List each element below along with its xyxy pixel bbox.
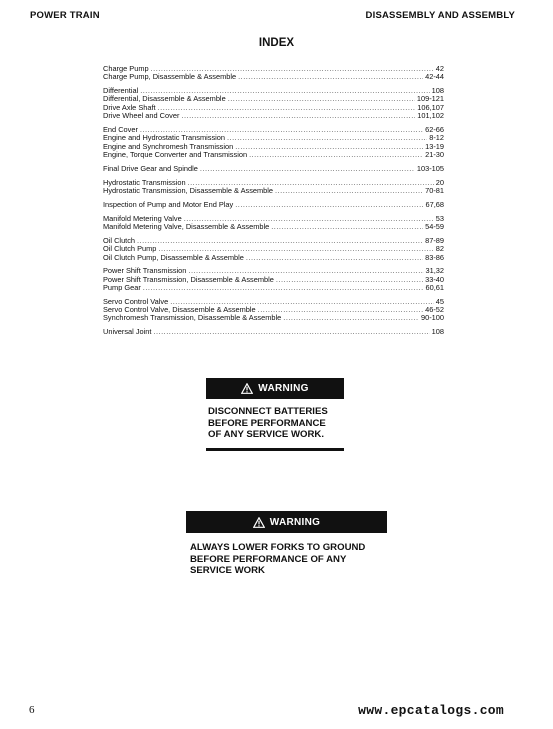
header-section-title: POWER TRAIN bbox=[30, 10, 100, 21]
warning-message bbox=[186, 533, 387, 577]
warning-triangle-icon bbox=[253, 517, 265, 528]
index-entry-page: 82 bbox=[435, 244, 444, 254]
index-entry bbox=[103, 223, 444, 231]
index-entry-title: Final Drive Gear and Spindle bbox=[103, 163, 198, 173]
dot-leader bbox=[283, 314, 419, 322]
index-list bbox=[103, 65, 444, 342]
dot-leader bbox=[271, 223, 423, 231]
warning-header bbox=[206, 378, 344, 399]
index-entry bbox=[103, 254, 444, 262]
dot-leader bbox=[258, 306, 423, 314]
index-entry-page: 31,32 bbox=[425, 266, 444, 276]
warning-box-forks bbox=[186, 511, 387, 577]
dot-leader bbox=[181, 112, 415, 120]
index-entry-title: Manifold Metering Valve bbox=[103, 213, 182, 223]
index-entry-title: Power Shift Transmission, Disassemble & Assemble bbox=[103, 274, 274, 284]
dot-leader bbox=[137, 237, 423, 245]
index-entry-page: 101,102 bbox=[417, 111, 444, 121]
index-entry-title: Power Shift Transmission bbox=[103, 266, 187, 276]
index-entry-title: Charge Pump, Disassemble & Assemble bbox=[103, 72, 237, 82]
dot-leader bbox=[238, 73, 423, 81]
index-group bbox=[103, 201, 444, 209]
page-number: 6 bbox=[29, 704, 35, 716]
warning-header bbox=[186, 511, 387, 533]
index-entry-page: 54-59 bbox=[425, 222, 444, 232]
warning-line: ALWAYS LOWER FORKS TO GROUND bbox=[190, 542, 366, 553]
index-entry bbox=[103, 112, 444, 120]
index-title: INDEX bbox=[258, 37, 295, 49]
index-group bbox=[103, 298, 444, 323]
index-entry-title: Oil Clutch Pump, Disassemble & Assemble bbox=[103, 252, 244, 262]
index-entry-page: 108 bbox=[431, 327, 444, 337]
index-entry-page: 83-86 bbox=[425, 252, 444, 262]
warning-triangle-icon bbox=[241, 383, 253, 394]
index-entry bbox=[103, 165, 444, 173]
index-entry-page: 13-19 bbox=[425, 141, 444, 151]
index-entry-page: 33-40 bbox=[425, 274, 444, 284]
index-entry-page: 109-121 bbox=[416, 94, 444, 104]
index-entry-page: 106,107 bbox=[417, 102, 444, 112]
dot-leader bbox=[228, 95, 415, 103]
index-entry-page: 60,61 bbox=[425, 282, 444, 292]
index-entry-title: Charge Pump bbox=[103, 64, 149, 73]
index-entry bbox=[103, 187, 444, 195]
index-entry-title: Universal Joint bbox=[103, 327, 152, 337]
dot-leader bbox=[200, 165, 415, 173]
footer-website: www.epcatalogs.com bbox=[358, 703, 504, 718]
dot-leader bbox=[158, 104, 416, 112]
index-entry-page: 62-66 bbox=[425, 124, 444, 134]
index-entry-title: Differential bbox=[103, 86, 139, 96]
warning-line: OF ANY SERVICE WORK. bbox=[208, 429, 325, 440]
index-entry-page: 42-44 bbox=[425, 72, 444, 82]
dot-leader bbox=[246, 254, 423, 262]
index-entry-page: 45 bbox=[435, 296, 444, 306]
index-group bbox=[103, 87, 444, 120]
index-entry-title: Drive Axle Shaft bbox=[103, 102, 156, 112]
index-entry-title: Engine and Synchromesh Transmission bbox=[103, 141, 234, 151]
dot-leader bbox=[275, 187, 423, 195]
index-entry-title: Inspection of Pump and Motor End Play bbox=[103, 199, 234, 209]
index-entry bbox=[103, 314, 444, 322]
index-entry-title: End Cover bbox=[103, 124, 138, 134]
index-entry-title: Engine, Torque Converter and Transmission bbox=[103, 149, 248, 159]
warning-box-batteries bbox=[206, 378, 344, 451]
index-entry-page: 103-105 bbox=[416, 163, 444, 173]
index-entry bbox=[103, 151, 444, 159]
index-group bbox=[103, 126, 444, 159]
warning-line: BEFORE PERFORMANCE bbox=[208, 417, 326, 429]
warning-label: WARNING bbox=[269, 516, 321, 528]
index-group bbox=[103, 237, 444, 262]
index-group bbox=[103, 267, 444, 292]
index-entry-page: 8-12 bbox=[429, 133, 444, 143]
index-group bbox=[103, 165, 444, 173]
index-entry-page: 46-52 bbox=[425, 305, 444, 315]
index-group bbox=[103, 65, 444, 82]
warning-message bbox=[206, 399, 344, 441]
index-entry bbox=[103, 276, 444, 284]
index-entry-title: Pump Gear bbox=[103, 282, 141, 292]
dot-leader bbox=[235, 143, 423, 151]
index-entry-page: 20 bbox=[435, 177, 444, 187]
dot-leader bbox=[276, 276, 423, 284]
warning-line: BEFORE PERFORMANCE OF ANY bbox=[190, 553, 347, 565]
index-entry bbox=[103, 201, 444, 209]
warning-line: SERVICE WORK bbox=[190, 565, 265, 576]
index-entry-title: Engine and Hydrostatic Transmission bbox=[103, 133, 226, 143]
index-entry-page: 42 bbox=[435, 64, 444, 73]
index-entry-title: Oil Clutch bbox=[103, 235, 136, 245]
index-entry bbox=[103, 73, 444, 81]
index-entry-title: Oil Clutch Pump bbox=[103, 244, 157, 254]
dot-leader bbox=[235, 201, 423, 209]
index-entry-page: 87-89 bbox=[425, 235, 444, 245]
index-entry-title: Servo Control Valve, Disassemble & Assemble bbox=[103, 305, 256, 315]
index-entry-page: 70-81 bbox=[425, 185, 444, 195]
index-entry bbox=[103, 284, 444, 292]
dot-leader bbox=[249, 151, 423, 159]
dot-leader bbox=[143, 284, 424, 292]
index-group bbox=[103, 215, 444, 232]
index-entry-title: Manifold Metering Valve, Disassemble & Assemble bbox=[103, 222, 270, 232]
index-entry-page: 108 bbox=[431, 86, 444, 96]
index-entry-page: 53 bbox=[435, 213, 444, 223]
index-entry-title: Drive Wheel and Cover bbox=[103, 111, 180, 121]
index-entry-title: Servo Control Valve bbox=[103, 296, 169, 306]
index-entry-title: Hydrostatic Transmission, Disassemble & Assemble bbox=[103, 185, 274, 195]
index-entry-page: 90-100 bbox=[420, 313, 444, 323]
index-entry-title: Hydrostatic Transmission bbox=[103, 177, 186, 187]
warning-line: DISCONNECT BATTERIES bbox=[208, 406, 328, 417]
index-group bbox=[103, 328, 444, 336]
dot-leader bbox=[153, 328, 429, 336]
index-entry-title: Differential, Disassemble & Assemble bbox=[103, 94, 226, 104]
warning-underline bbox=[206, 448, 344, 451]
index-entry-title: Synchromesh Transmission, Disassemble & Assemble bbox=[103, 313, 282, 323]
index-entry-page: 21-30 bbox=[425, 149, 444, 159]
header-chapter-title: DISASSEMBLY AND ASSEMBLY bbox=[365, 10, 515, 21]
dot-leader bbox=[227, 134, 427, 142]
index-group bbox=[103, 179, 444, 196]
warning-label: WARNING bbox=[258, 383, 309, 394]
index-entry bbox=[103, 328, 444, 336]
index-entry-page: 67,68 bbox=[425, 199, 444, 209]
